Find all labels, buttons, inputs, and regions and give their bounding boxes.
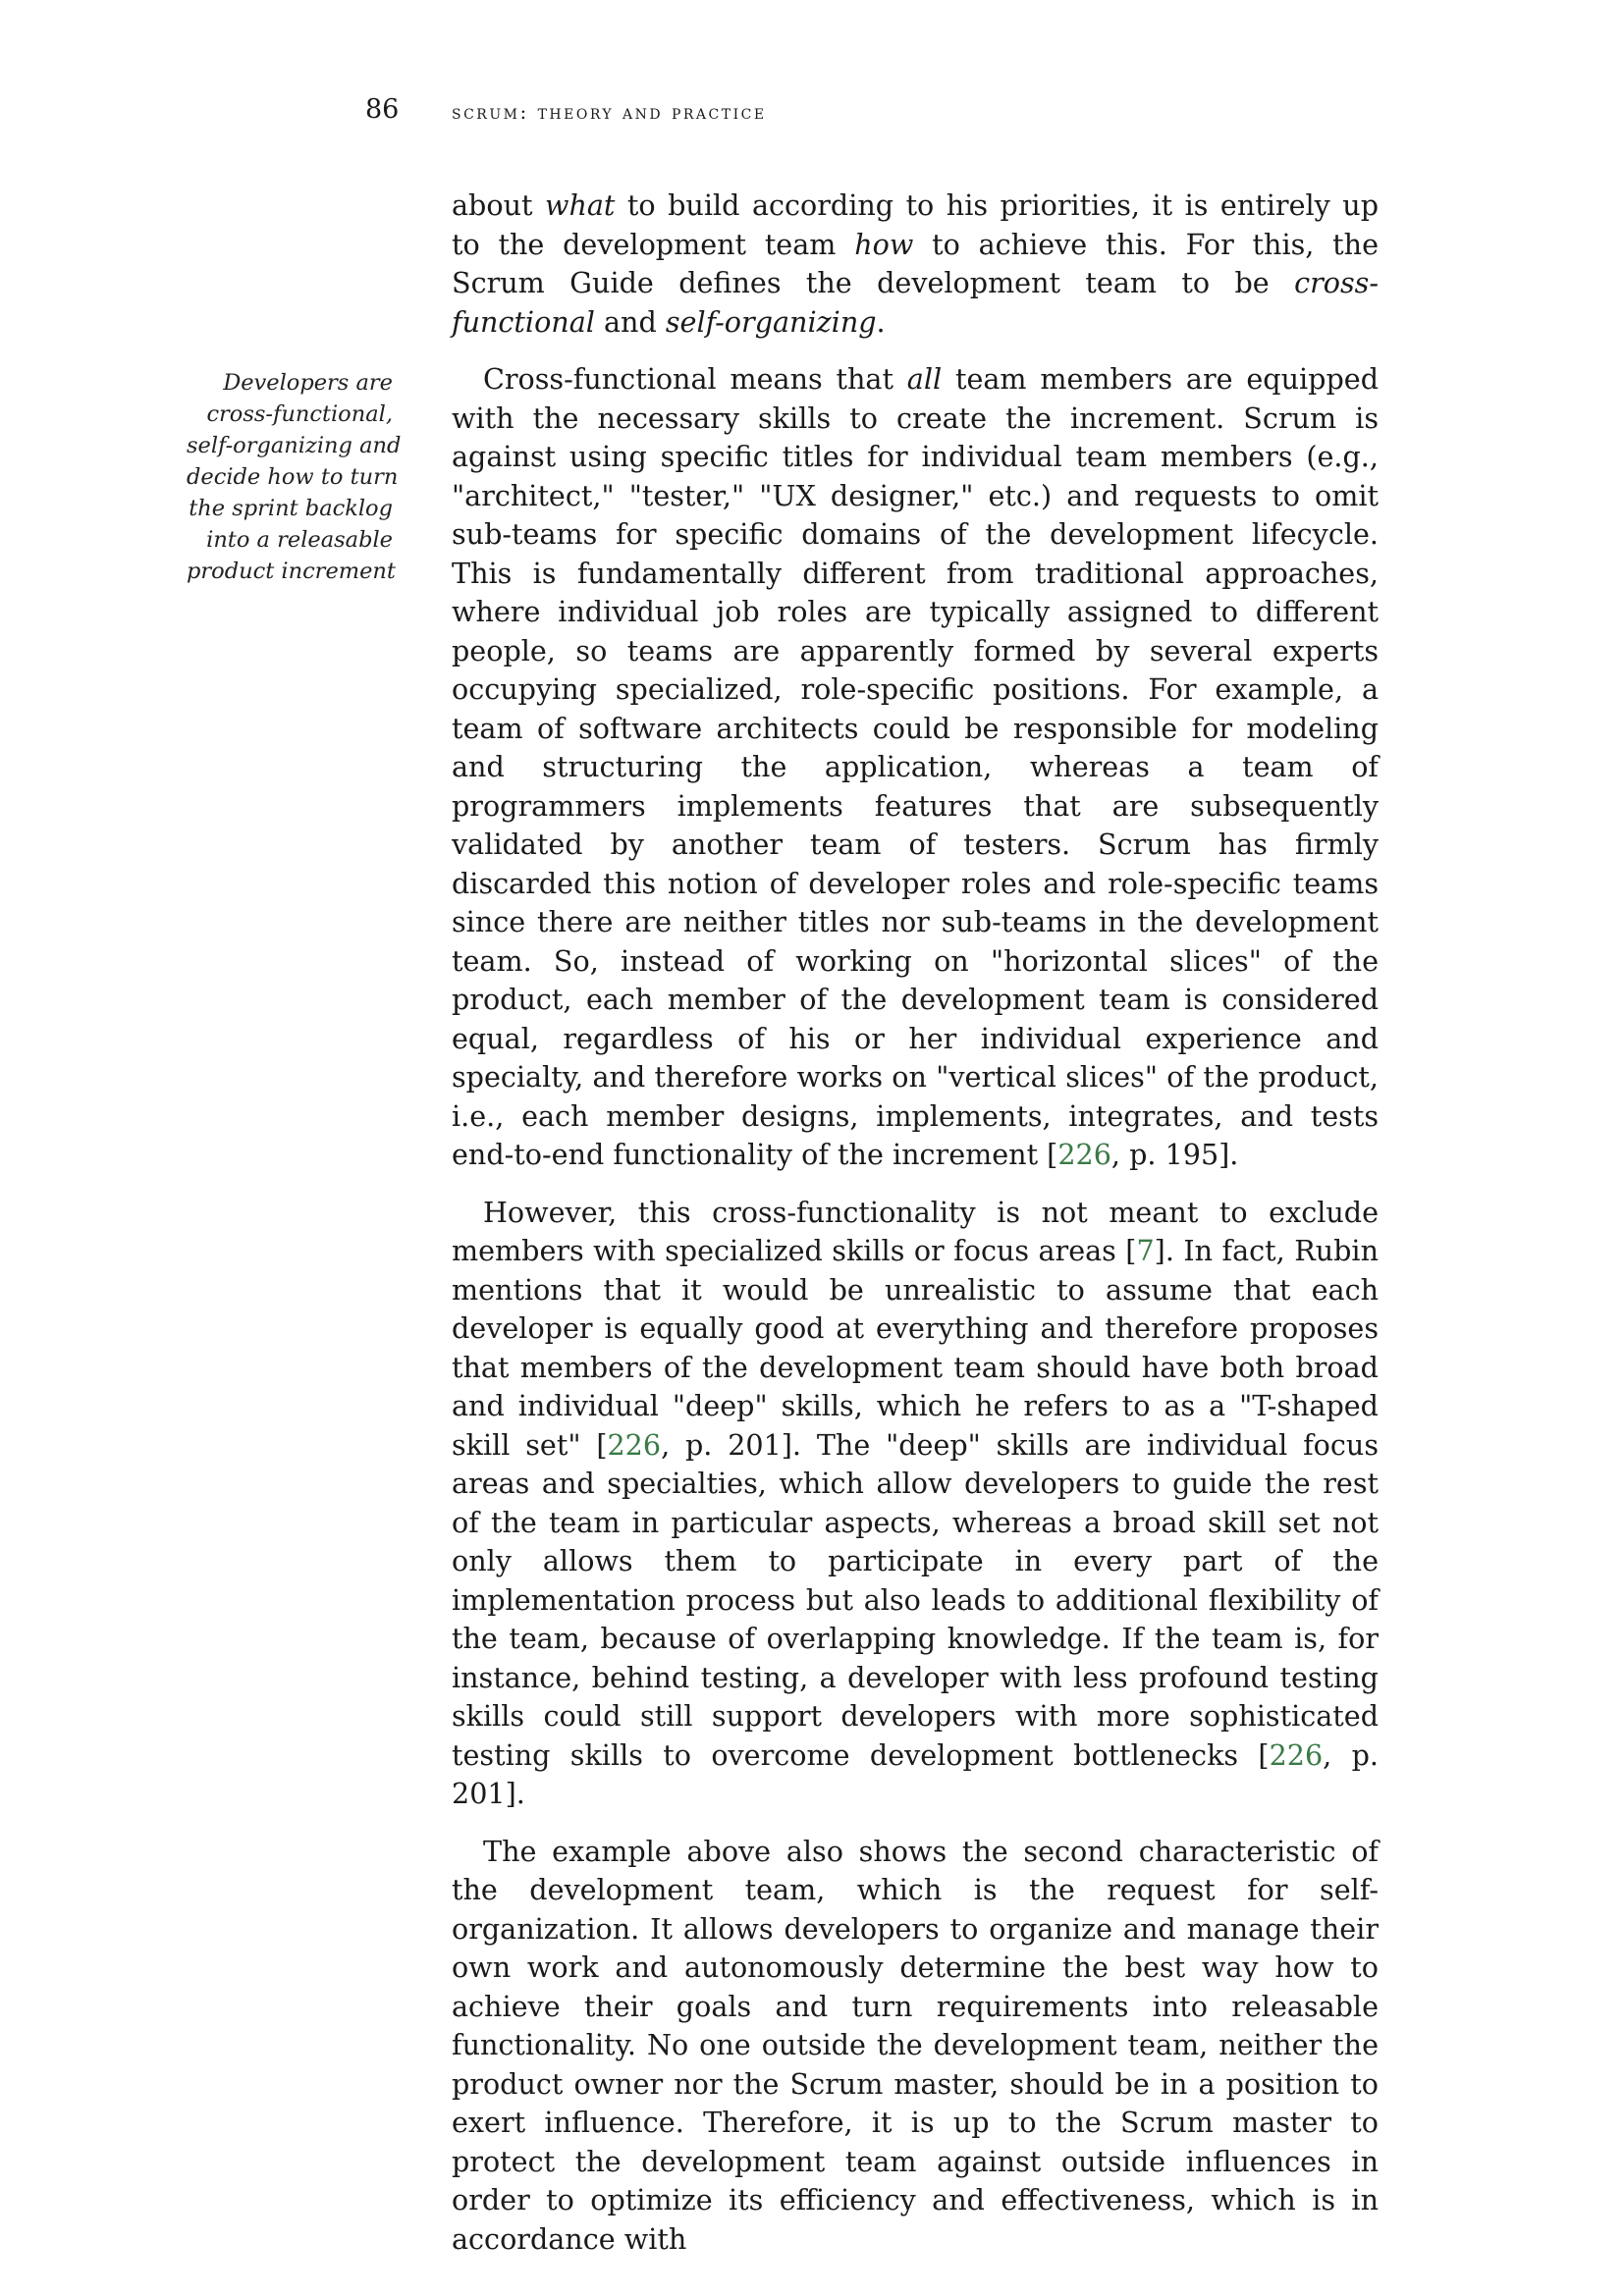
text-run: However, this cross-functionality is not meant to exclude members with specialized skills or focus areas [ xyxy=(452,1195,1379,1267)
emphasis: how xyxy=(854,227,914,261)
running-title: scrum: theory and practice xyxy=(452,100,767,124)
paragraph-4 xyxy=(452,1833,1379,2260)
margin-note-line: decide how to turn xyxy=(187,464,399,490)
margin-note-line: Developers are xyxy=(223,370,393,396)
margin-note-line: product increment xyxy=(187,559,396,584)
text-run: to achieve this. For this, the Scrum Guide defines the development team to be xyxy=(452,227,1379,299)
text-run: Cross-functional means that xyxy=(483,362,907,396)
emphasis: all xyxy=(906,362,943,396)
paragraph-2 xyxy=(452,360,1379,1175)
citation-link[interactable]: 226 xyxy=(607,1427,662,1462)
citation-link[interactable]: 7 xyxy=(1136,1234,1155,1267)
text-run: , p. 195]. xyxy=(1110,1138,1239,1171)
text-run: to build according to his priorities, it is entirely up to the development team xyxy=(452,188,1380,261)
margin-note xyxy=(187,367,402,587)
text-run: about xyxy=(452,188,545,222)
margin-note-line: self-organizing and xyxy=(187,433,402,458)
text-run: The example above also shows the second characteristic of the development team, which is the request for self-organization. It allows developers to organize and manage their own work and autonomously determine the best way how to achieve their goals and turn requirements into releasable functionality. No one outside the development team, neither the product owner nor the Scrum master, should be in a position to exert influence. Therefore, it is up to the Scrum master to protect the development team against outside influences in order to optimize its efficiency and effectiveness, which is in accordance with xyxy=(452,1834,1379,2256)
citation-link[interactable]: 226 xyxy=(1269,1737,1324,1772)
citation-link[interactable]: 226 xyxy=(1057,1138,1111,1171)
text-run: ]. In fact, Rubin mentions that it would be unrealistic to assume that each developer is equally good at everything and therefore proposes that members of the development team should have both broad and individual "deep" skills, which he refers to as a "T-shaped skill set" [ xyxy=(452,1234,1379,1462)
main-text xyxy=(452,187,1379,2277)
text-run: , p. 201]. xyxy=(452,1737,1379,1810)
margin-note-line: the sprint backlog xyxy=(189,496,393,521)
emphasis: self-organizing xyxy=(665,304,877,339)
page-header xyxy=(0,94,1624,133)
margin-note-line: into a releasable xyxy=(206,527,393,553)
text-run: team members are equipped with the necessary skills to create the increment. Scrum is against using specific titles for individual team members (e.g., "architect," "tester," "UX designer," etc.) and requests to omit sub-teams for specific domains of the development lifecycle. This is fundamentally different from traditional approaches, where individual job roles are typically assigned to different people, so teams are apparently formed by several experts occupying specialized, role-specific positions. For example, a team of software architects could be responsible for modeling and structuring the application, whereas a team of programmers implements features that are subsequently validated by another team of testers. Scrum has firmly discarded this notion of developer roles and role-specific teams since there are neither titles nor sub-teams in the development team. So, instead of working on "horizontal slices" of the product, each member of the development team is considered equal, regardless of his or her individual experience and specialty, and therefore works on "vertical slices" of the product, i.e., each member designs, implements, integrates, and tests end-to-end functionality of the increment [ xyxy=(452,362,1380,1171)
text-run: . xyxy=(876,304,886,339)
emphasis: what xyxy=(544,188,616,222)
paragraph-3 xyxy=(452,1194,1379,1814)
text-run: , p. 201]. The "deep" skills are individual focus areas and specialties, which allow developers to guide the rest of the team in particular aspects, whereas a broad skill set not only allows them to participate in every part of the implementation process but also leads to additional flexibility of the team, because of overlapping knowledge. If the team is, for instance, behind testing, a developer with less profound testing skills could still support developers with more sophisticated testing skills to overcome development bottlenecks [ xyxy=(452,1427,1379,1772)
page-number: 86 xyxy=(365,94,400,125)
text-run: and xyxy=(594,304,666,339)
emphasis: cross-functional xyxy=(452,266,1379,339)
margin-note-line: cross-functional, xyxy=(206,401,393,427)
paragraph-1 xyxy=(452,187,1379,342)
